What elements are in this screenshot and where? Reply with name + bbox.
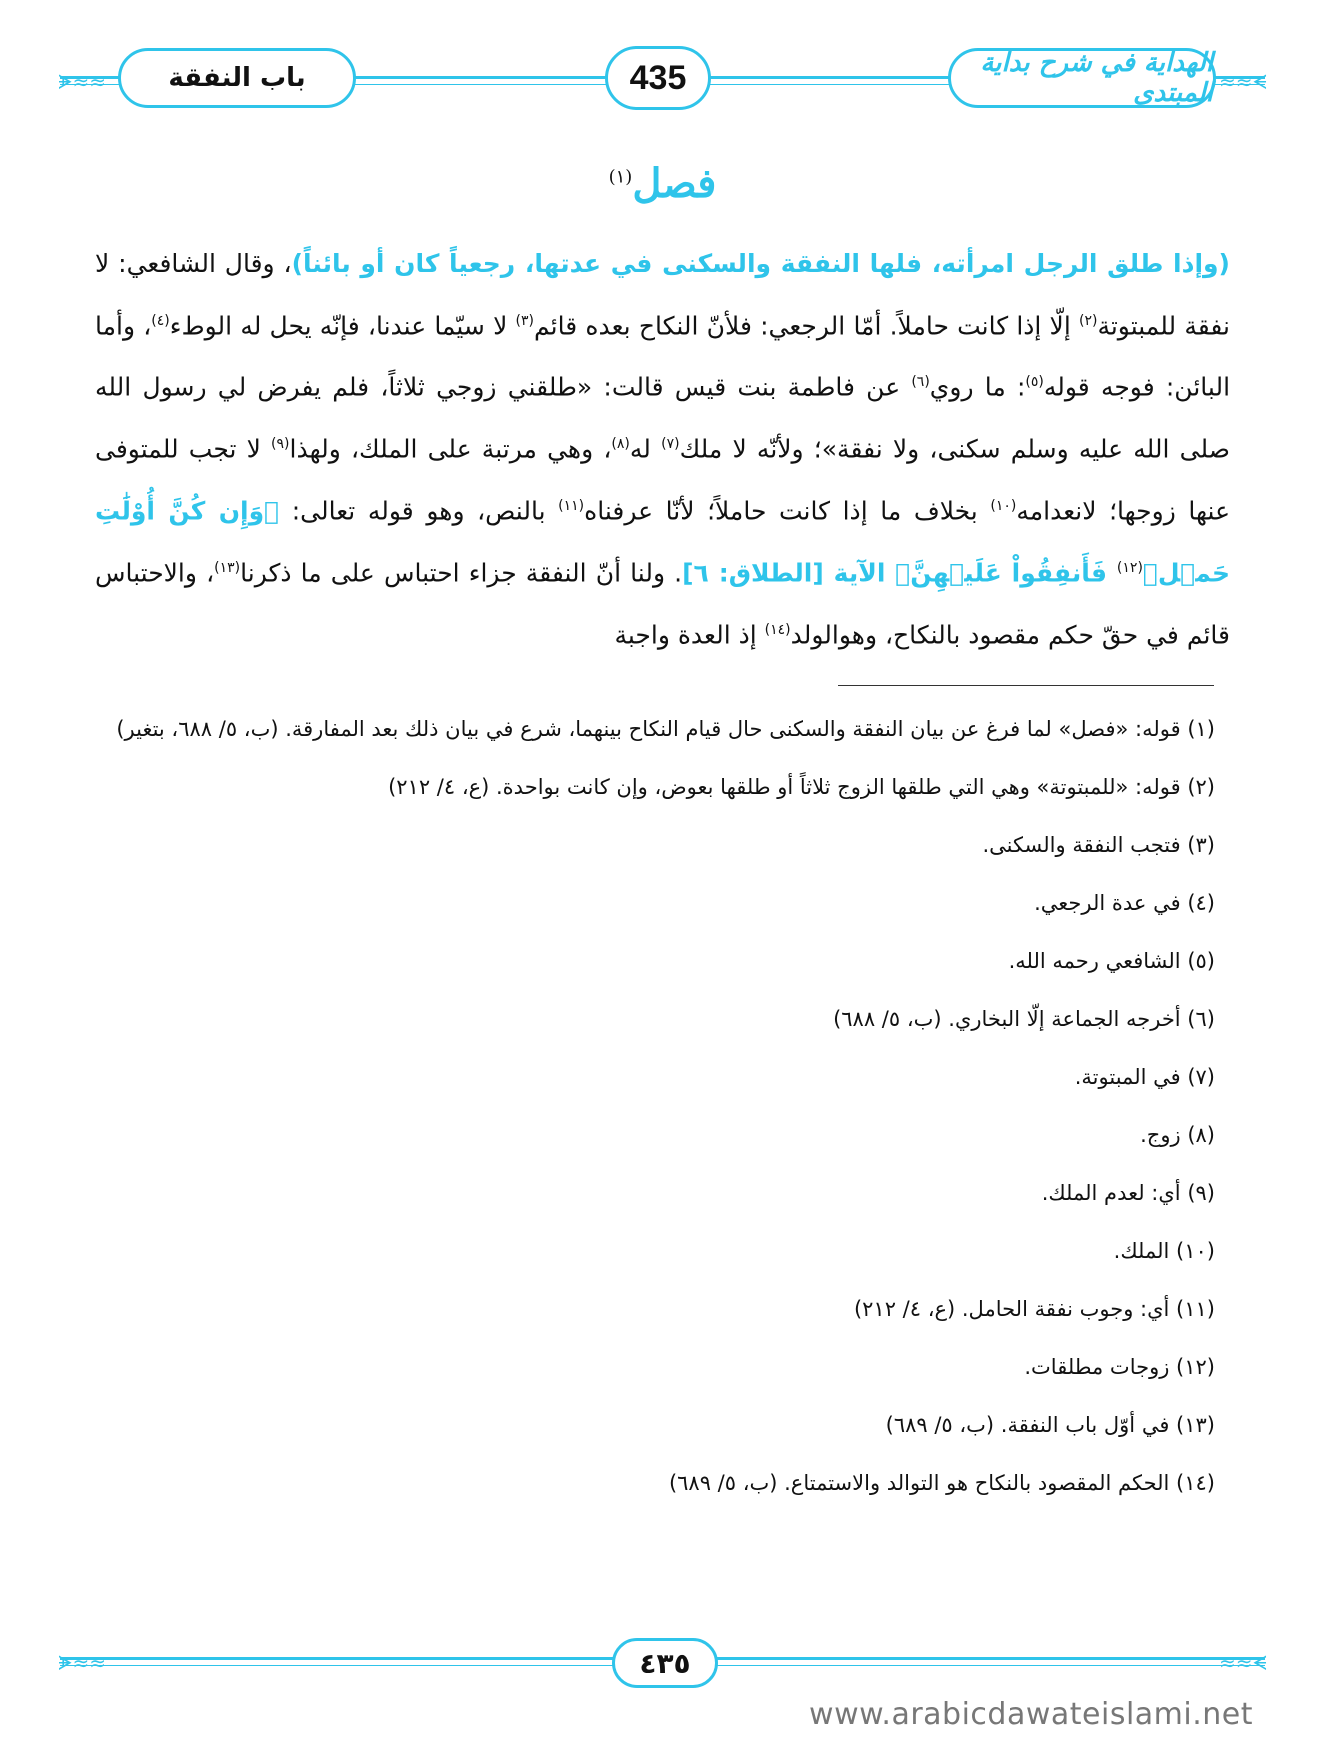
footnote-ref: (١٤) <box>764 621 791 638</box>
footnote: (٨) زوج. <box>1140 1123 1215 1147</box>
section-title <box>0 160 1325 207</box>
body-text: بالنص، وهو قوله تعالى: <box>279 496 559 526</box>
page-number: 435 <box>605 46 711 110</box>
ornament-right-icon: ≈≈ᗕ <box>1218 70 1267 94</box>
footnote-ref: (١٢) <box>1116 559 1143 576</box>
footnote-ref: (١١) <box>558 497 585 514</box>
footnote-ref: (٩) <box>271 436 290 453</box>
footnote: (٤) في عدة الرجعي. <box>1034 891 1215 915</box>
ornament-left-icon: ᗘ≈≈ <box>58 1651 107 1675</box>
footnote: (١١) أي: وجوب نفقة الحامل. (ع، ٤/ ٢١٢) <box>853 1297 1215 1321</box>
body-text: عن فاطمة بنت قيس قالت: «طلقني زوجي ثلاثاً، فلم يفرض لي رسول الله صلى الله عليه وسلم سكنى، ولا نفقة»؛ ولأنّه لا ملك <box>95 372 1230 464</box>
footnote-ref: (١٠) <box>990 497 1017 514</box>
body-text: ، وأما البائن: فوجه قوله <box>95 310 1231 402</box>
footnote: (١٤) الحكم المقصود بالنكاح هو التوالد والاستمتاع. (ب، ٥/ ٦٨٩) <box>668 1471 1215 1495</box>
body-text: . ولنا أنّ النفقة جزاء احتباس على ما ذكرنا <box>240 558 683 588</box>
body-text: ، وقال الشافعي: لا نفقة للمبتوتة <box>95 249 1231 340</box>
footnote: (٥) الشافعي رحمه الله. <box>1008 949 1215 973</box>
website-url[interactable]: www.arabicdawateislami.net <box>809 1697 1253 1732</box>
body-text: لا سيّما عندنا، فإنّه يحل له الوطء <box>169 310 516 340</box>
quran-verse: ﴿وَإِن كُنَّ أُوْلَٰتِ حَمۡلٖ <box>95 496 1231 588</box>
body-text: بخلاف ما إذا كانت حاملاً؛ لأنّا عرفناه <box>584 496 991 526</box>
footnote: (١٢) زوجات مطلقات. <box>1024 1355 1215 1379</box>
body-text: لا تجب للمتوفى عنها زوجها؛ لانعدامه <box>95 434 1230 526</box>
footnote: (٣) فتجب النفقة والسكنى. <box>982 833 1215 857</box>
chapter-title: باب النفقة <box>118 48 356 108</box>
footnote-ref: (٣) <box>515 312 535 329</box>
footnote-divider <box>838 685 1214 686</box>
ornament-right-icon: ≈≈ᗕ <box>1218 1651 1267 1675</box>
ornament-left-icon: ᗘ≈≈ <box>58 70 107 94</box>
body-text: إذ العدة واجبة <box>614 619 765 649</box>
footnote-ref: (٤) <box>151 312 170 329</box>
footnote-ref: (٥) <box>1025 374 1044 391</box>
footnote: (١٠) الملك. <box>1113 1239 1215 1263</box>
highlight-quote: (وإذا طلق الرجل امرأته، فلها النفقة والسكنى في عدتها، رجعياً كان أو بائناً) <box>291 249 1230 278</box>
footer-page-number: ٤٣٥ <box>612 1638 718 1688</box>
body-text: إلّا إذا كانت حاملاً. أمّا الرجعي: فلأنّ النكاح بعده قائم <box>534 310 1079 340</box>
footnote: (٢) قوله: «للمبتوتة» وهي التي طلقها الزوج ثلاثاً أو طلقها بعوض، وإن كانت بواحدة. (ع، ٤/ ٢١٢) <box>388 775 1215 799</box>
body-text: ، والاحتباس قائم في حقّ حكم مقصود بالنكاح، وهوالولد <box>95 558 1230 649</box>
footnote: (٩) أي: لعدم الملك. <box>1041 1181 1215 1205</box>
body-text: ، وهي مرتبة على الملك، ولهذا <box>289 434 612 464</box>
footnote: (١٣) في أوّل باب النفقة. (ب، ٥/ ٦٨٩) <box>885 1413 1215 1437</box>
section-title-text: فصل <box>632 160 717 207</box>
footnote: (٧) في المبتوتة. <box>1074 1065 1215 1089</box>
footnote-ref: (٨) <box>611 436 630 453</box>
main-paragraph <box>95 235 1230 663</box>
body-text: له <box>629 434 662 464</box>
footnotes <box>95 700 1215 1512</box>
footnote: (٦) أخرجه الجماعة إلّا البخاري. (ب، ٥/ ٦٨٨) <box>833 1007 1215 1031</box>
footnote-ref: (٧) <box>661 436 680 453</box>
book-title: الهداية في شرح بداية المبتدي <box>948 48 1216 108</box>
section-footnote-ref: (١) <box>608 166 633 188</box>
quran-verse: فَأَنفِقُواْ عَلَيۡهِنَّ﴾ الآية [الطلاق: ٦] <box>682 558 1117 588</box>
footnote: (١) قوله: «فصل» لما فرغ عن بيان النفقة والسكنى حال قيام النكاح بينهما، شرع في بيان ذلك بعد المفارقة. (ب، ٥/ ٦٨٨، بتغير) <box>116 717 1215 741</box>
body-text: : ما روي <box>929 372 1026 402</box>
footnote-ref: (٦) <box>911 374 930 391</box>
footnote-ref: (١٣) <box>214 559 241 576</box>
footnote-ref: (٢) <box>1078 312 1098 329</box>
